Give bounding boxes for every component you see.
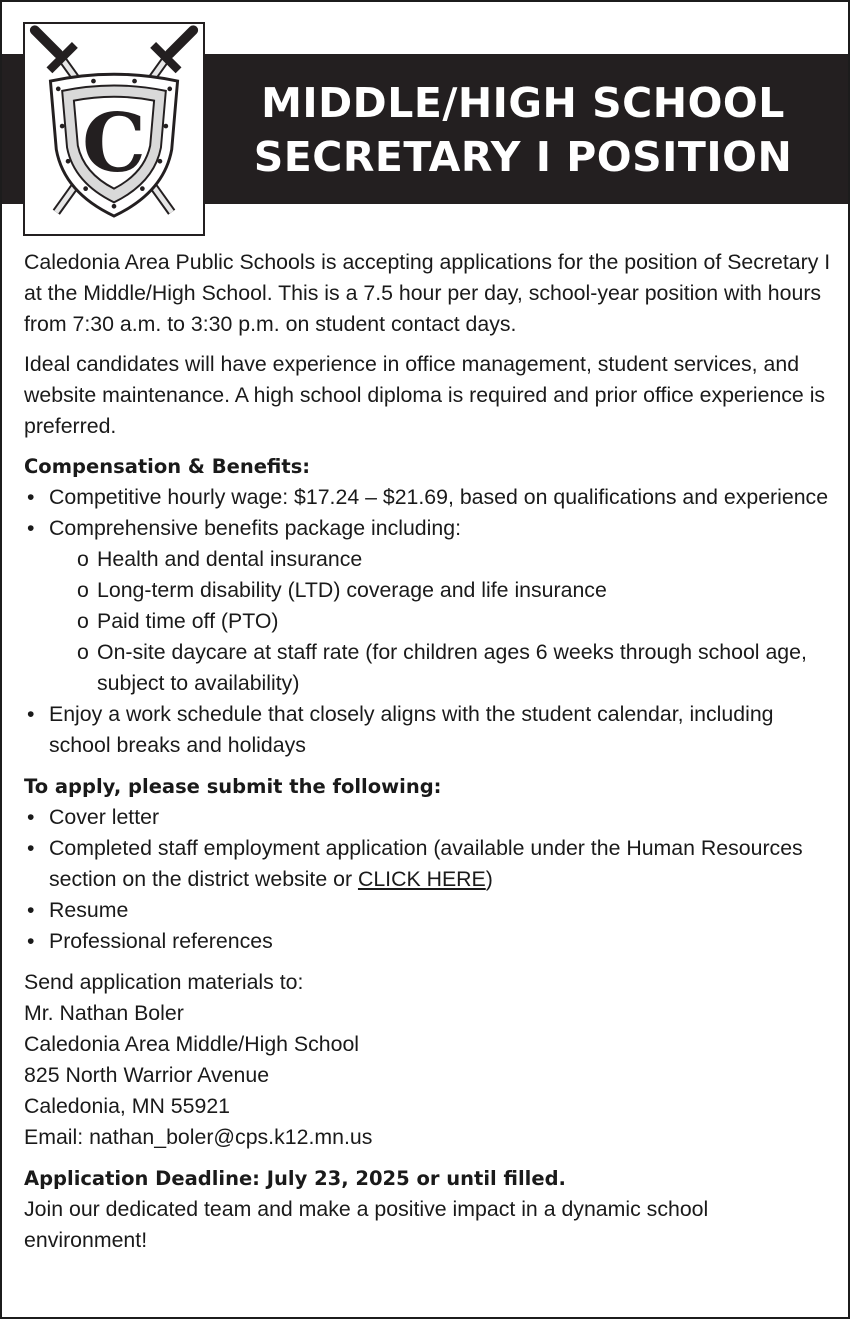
compensation-list <box>24 482 836 761</box>
benefit-item: o Paid time off (PTO) <box>49 606 836 637</box>
title-line-2: SECRETARY I POSITION <box>253 133 793 181</box>
contact-school: Caledonia Area Middle/High School <box>24 1032 360 1056</box>
click-here-link[interactable]: CLICK HERE <box>357 867 486 891</box>
contact-intro: Send application materials to: <box>24 970 304 994</box>
apply-item-cover-letter: • Cover letter <box>24 802 836 833</box>
school-logo <box>23 22 205 236</box>
intro-paragraph-2: Ideal candidates will have experience in office management, student services, and website maintenance. A high school diploma is required and prior office experience is preferred. <box>24 352 826 438</box>
apply-heading: To apply, please submit the following: <box>24 775 442 798</box>
ad-body <box>24 247 836 1256</box>
compensation-heading: Compensation & Benefits: <box>24 455 311 478</box>
contact-street: 825 North Warrior Avenue <box>24 1063 270 1087</box>
contact-email: Email: nathan_boler@cps.k12.mn.us <box>24 1125 373 1149</box>
wage-text: Competitive hourly wage: $17.24 – $21.69, based on qualifications and experience <box>49 485 829 509</box>
benefit-item: o Long-term disability (LTD) coverage and life insurance <box>49 575 836 606</box>
application-text-end: ) <box>485 867 493 891</box>
application-text: Completed staff employment application (available under the Human Resources section on the district website or <box>49 836 803 891</box>
list-item-wage <box>24 482 836 513</box>
list-item-schedule <box>24 699 836 761</box>
contact-block <box>24 967 836 1153</box>
apply-item-application <box>24 833 836 895</box>
svg-text:C: C <box>82 96 146 191</box>
apply-item-resume: • Resume <box>24 895 836 926</box>
apply-item-references: • Professional references <box>24 926 836 957</box>
benefit-item: o Health and dental insurance <box>49 544 836 575</box>
benefits-sublist <box>49 544 836 699</box>
list-item-benefits <box>24 513 836 699</box>
application-deadline: Application Deadline: July 23, 2025 or until filled. <box>24 1167 566 1190</box>
intro-paragraph-1: Caledonia Area Public Schools is accepting applications for the position of Secretary I at the Middle/High School. This is a 7.5 hour per day, school-year position with hours from 7:30 a.m. to 3:30 p.m. on student contact days. <box>24 250 831 336</box>
shield-with-crossed-swords-icon <box>25 24 203 234</box>
closing-text: Join our dedicated team and make a positive impact in a dynamic school environment! <box>24 1197 709 1252</box>
benefits-intro: Comprehensive benefits package including: <box>49 516 461 540</box>
contact-name: Mr. Nathan Boler <box>24 1001 184 1025</box>
contact-city: Caledonia, MN 55921 <box>24 1094 231 1118</box>
schedule-text: Enjoy a work schedule that closely aligns with the student calendar, including school breaks and holidays <box>49 702 774 757</box>
title-line-1: MIDDLE/HIGH SCHOOL <box>261 79 785 127</box>
apply-list <box>24 802 836 957</box>
benefit-item: o On-site daycare at staff rate (for children ages 6 weeks through school age, subject to availability) <box>49 637 836 699</box>
page-title <box>207 76 839 184</box>
